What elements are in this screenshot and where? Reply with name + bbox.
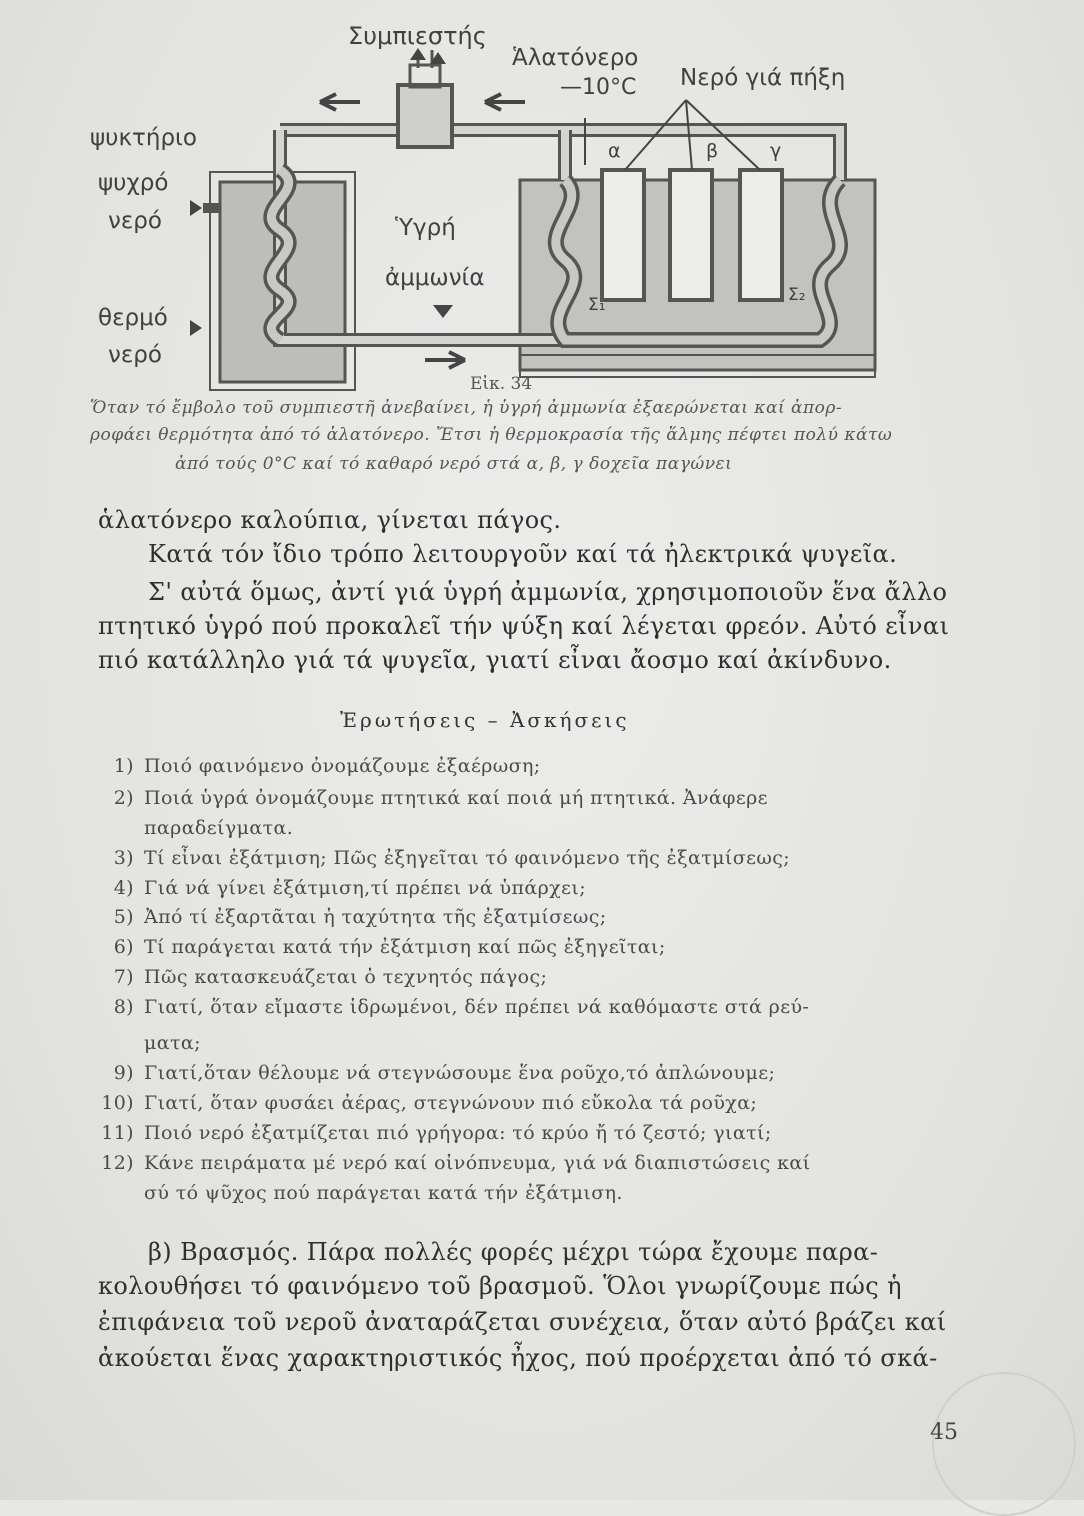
left-arrow-icon <box>320 94 360 110</box>
gamma-label: γ <box>770 140 782 162</box>
left-arrow-icon <box>485 94 525 110</box>
boiling-line: ἐπιφάνεια τοῦ νεροῦ ἀναταράζεται συνέχεια, ὅταν αὐτό βράζει καί <box>98 1308 947 1336</box>
exercise-item: 9) Γιατί,ὅταν θέλουμε νά στεγνώσουμε ἕνα ροῦχο,τό ἁπλώνουμε; <box>113 1062 776 1084</box>
compressor-label: Συμπιεστής <box>348 22 487 50</box>
exercise-item: 12) Κάνε πειράματα μέ νερό καί οἰνόπνευμα, γιά νά διαπιστώσεις καί <box>101 1152 811 1174</box>
inlet-arrow-icon <box>190 320 202 336</box>
freeze-water-label: Νερό γιά πήξη <box>680 65 846 91</box>
exercise-item: 2) Ποιά ὑγρά ὀνομάζουμε πτητικά καί ποιά μή πτητικά. Ἀνάφερε <box>113 787 768 809</box>
hot-water-label-2: νερό <box>108 342 162 368</box>
caption-line: Ὅταν τό ἔμβολο τοῦ συμπιεστῆ ἀνεβαίνει, ἡ ὑγρή ἀμμωνία ἐξαερώνεται καί ἀπορ- <box>90 398 843 418</box>
alpha-label: α <box>608 140 621 162</box>
cold-water-label-2: νερό <box>108 208 162 234</box>
exercise-item: 3) Τί εἶναι ἐξάτμιση; Πῶς ἐξηγεῖται τό φαινόμενο τῆς ἐξατμίσεως; <box>113 847 791 869</box>
exercise-item: 8) Γιατί, ὅταν εἴμαστε ἱδρωμένοι, δέν πρέπει νά καθόμαστε στά ρεύ- <box>113 996 810 1018</box>
brine-label: Ἁλατόνερο <box>512 45 639 71</box>
container-beta <box>670 170 712 300</box>
sigma2-label: Σ₂ <box>788 285 806 305</box>
exercise-item: 1) Ποιό φαινόμενο ὀνομάζουμε ἐξαέρωση; <box>113 755 541 777</box>
ammonia-label: ἀμμωνία <box>385 265 485 291</box>
exercise-item: 10) Γιατί, ὅταν φυσάει ἀέρας, στεγνώνουν πιό εὔκολα τά ροῦχα; <box>101 1092 758 1114</box>
body-line: ἁλατόνερο καλούπια, γίνεται πάγος. <box>98 506 562 534</box>
boiling-line: ἀκούεται ἕνας χαρακτηριστικός ἦχος, πού προέρχεται ἀπό τό σκά- <box>98 1344 938 1372</box>
exercise-item: 6) Τί παράγεται κατά τήν ἐξάτμιση καί πῶς ἐξηγεῖται; <box>113 936 666 958</box>
page-number: 45 <box>930 1420 958 1445</box>
container-gamma <box>740 170 782 300</box>
boiling-line: κολουθήσει τό φαινόμενο τοῦ βρασμοῦ. Ὅλοι γνωρίζουμε πώς ἡ <box>98 1272 902 1300</box>
exercise-item: 7) Πῶς κατασκευάζεται ὁ τεχνητός πάγος; <box>113 966 548 988</box>
condenser-label: ψυκτήριο <box>90 125 197 151</box>
boiling-line: β) Βρασμός. Πάρα πολλές φορές μέχρι τώρα ἔχουμε παρα- <box>148 1238 879 1266</box>
exercise-item: 5) Ἀπό τί ἐξαρτᾶται ἡ ταχύτητα τῆς ἐξατμίσεως; <box>113 906 607 928</box>
compressor-body <box>398 85 452 147</box>
body-line: Σ' αὐτά ὅμως, ἀντί γιά ὑγρή ἀμμωνία, χρησιμοποιοῦν ἕνα ἄλλο <box>148 578 948 606</box>
liquid-label: Ὑγρή <box>395 215 456 241</box>
caption-line: ροφάει θερμότητα ἀπό τό ἁλατόνερο. Ἔτσι ἡ θερμοκρασία τῆς ἅλμης πέφτει πολύ κάτω <box>90 425 893 445</box>
body-line: πιό κατάλληλο γιά τά ψυγεῖα, γιατί εἶναι ἄοσμο καί ἀκίνδυνο. <box>98 646 892 674</box>
exercise-item: 4) Γιά νά γίνει ἐξάτμιση,τί πρέπει νά ὑπάρχει; <box>113 877 586 899</box>
exercise-item: σύ τό ψῦχος πού παράγεται κατά τήν ἐξάτμιση. <box>144 1182 623 1204</box>
figure-number: Εἰκ. 34 <box>470 374 533 394</box>
inlet-arrow-icon <box>190 200 202 216</box>
container-alpha <box>602 170 644 300</box>
right-arrow-icon <box>425 352 465 368</box>
down-arrow-icon <box>433 305 453 318</box>
exercise-item: 11) Ποιό νερό ἐξατμίζεται πιό γρήγορα: τό κρύο ἤ τό ζεστό; γιατί; <box>101 1122 772 1144</box>
exercise-item: παραδείγματα. <box>144 817 294 839</box>
exercises-heading: Ἐρωτήσεις – Ἀσκήσεις <box>340 708 630 732</box>
body-line: πτητικό ὑγρό πού προκαλεῖ τήν ψύξη καί λέγεται φρεόν. Αὐτό εἶναι <box>98 612 950 640</box>
caption-line: ἀπό τούς 0°C καί τό καθαρό νερό στά α, β, γ δοχεῖα παγώνει <box>175 454 733 474</box>
body-line: Κατά τόν ἴδιο τρόπο λειτουργοῦν καί τά ἠλεκτρικά ψυγεῖα. <box>148 540 898 568</box>
beta-label: β <box>706 140 719 162</box>
hot-water-label: θερμό <box>98 305 168 331</box>
brine-temp-label: —10°C <box>560 75 637 100</box>
exercise-item: ματα; <box>144 1032 201 1054</box>
sigma1-label: Σ₁ <box>588 295 606 315</box>
cold-water-label: ψυχρό <box>98 170 169 196</box>
refrigeration-diagram <box>80 20 950 395</box>
